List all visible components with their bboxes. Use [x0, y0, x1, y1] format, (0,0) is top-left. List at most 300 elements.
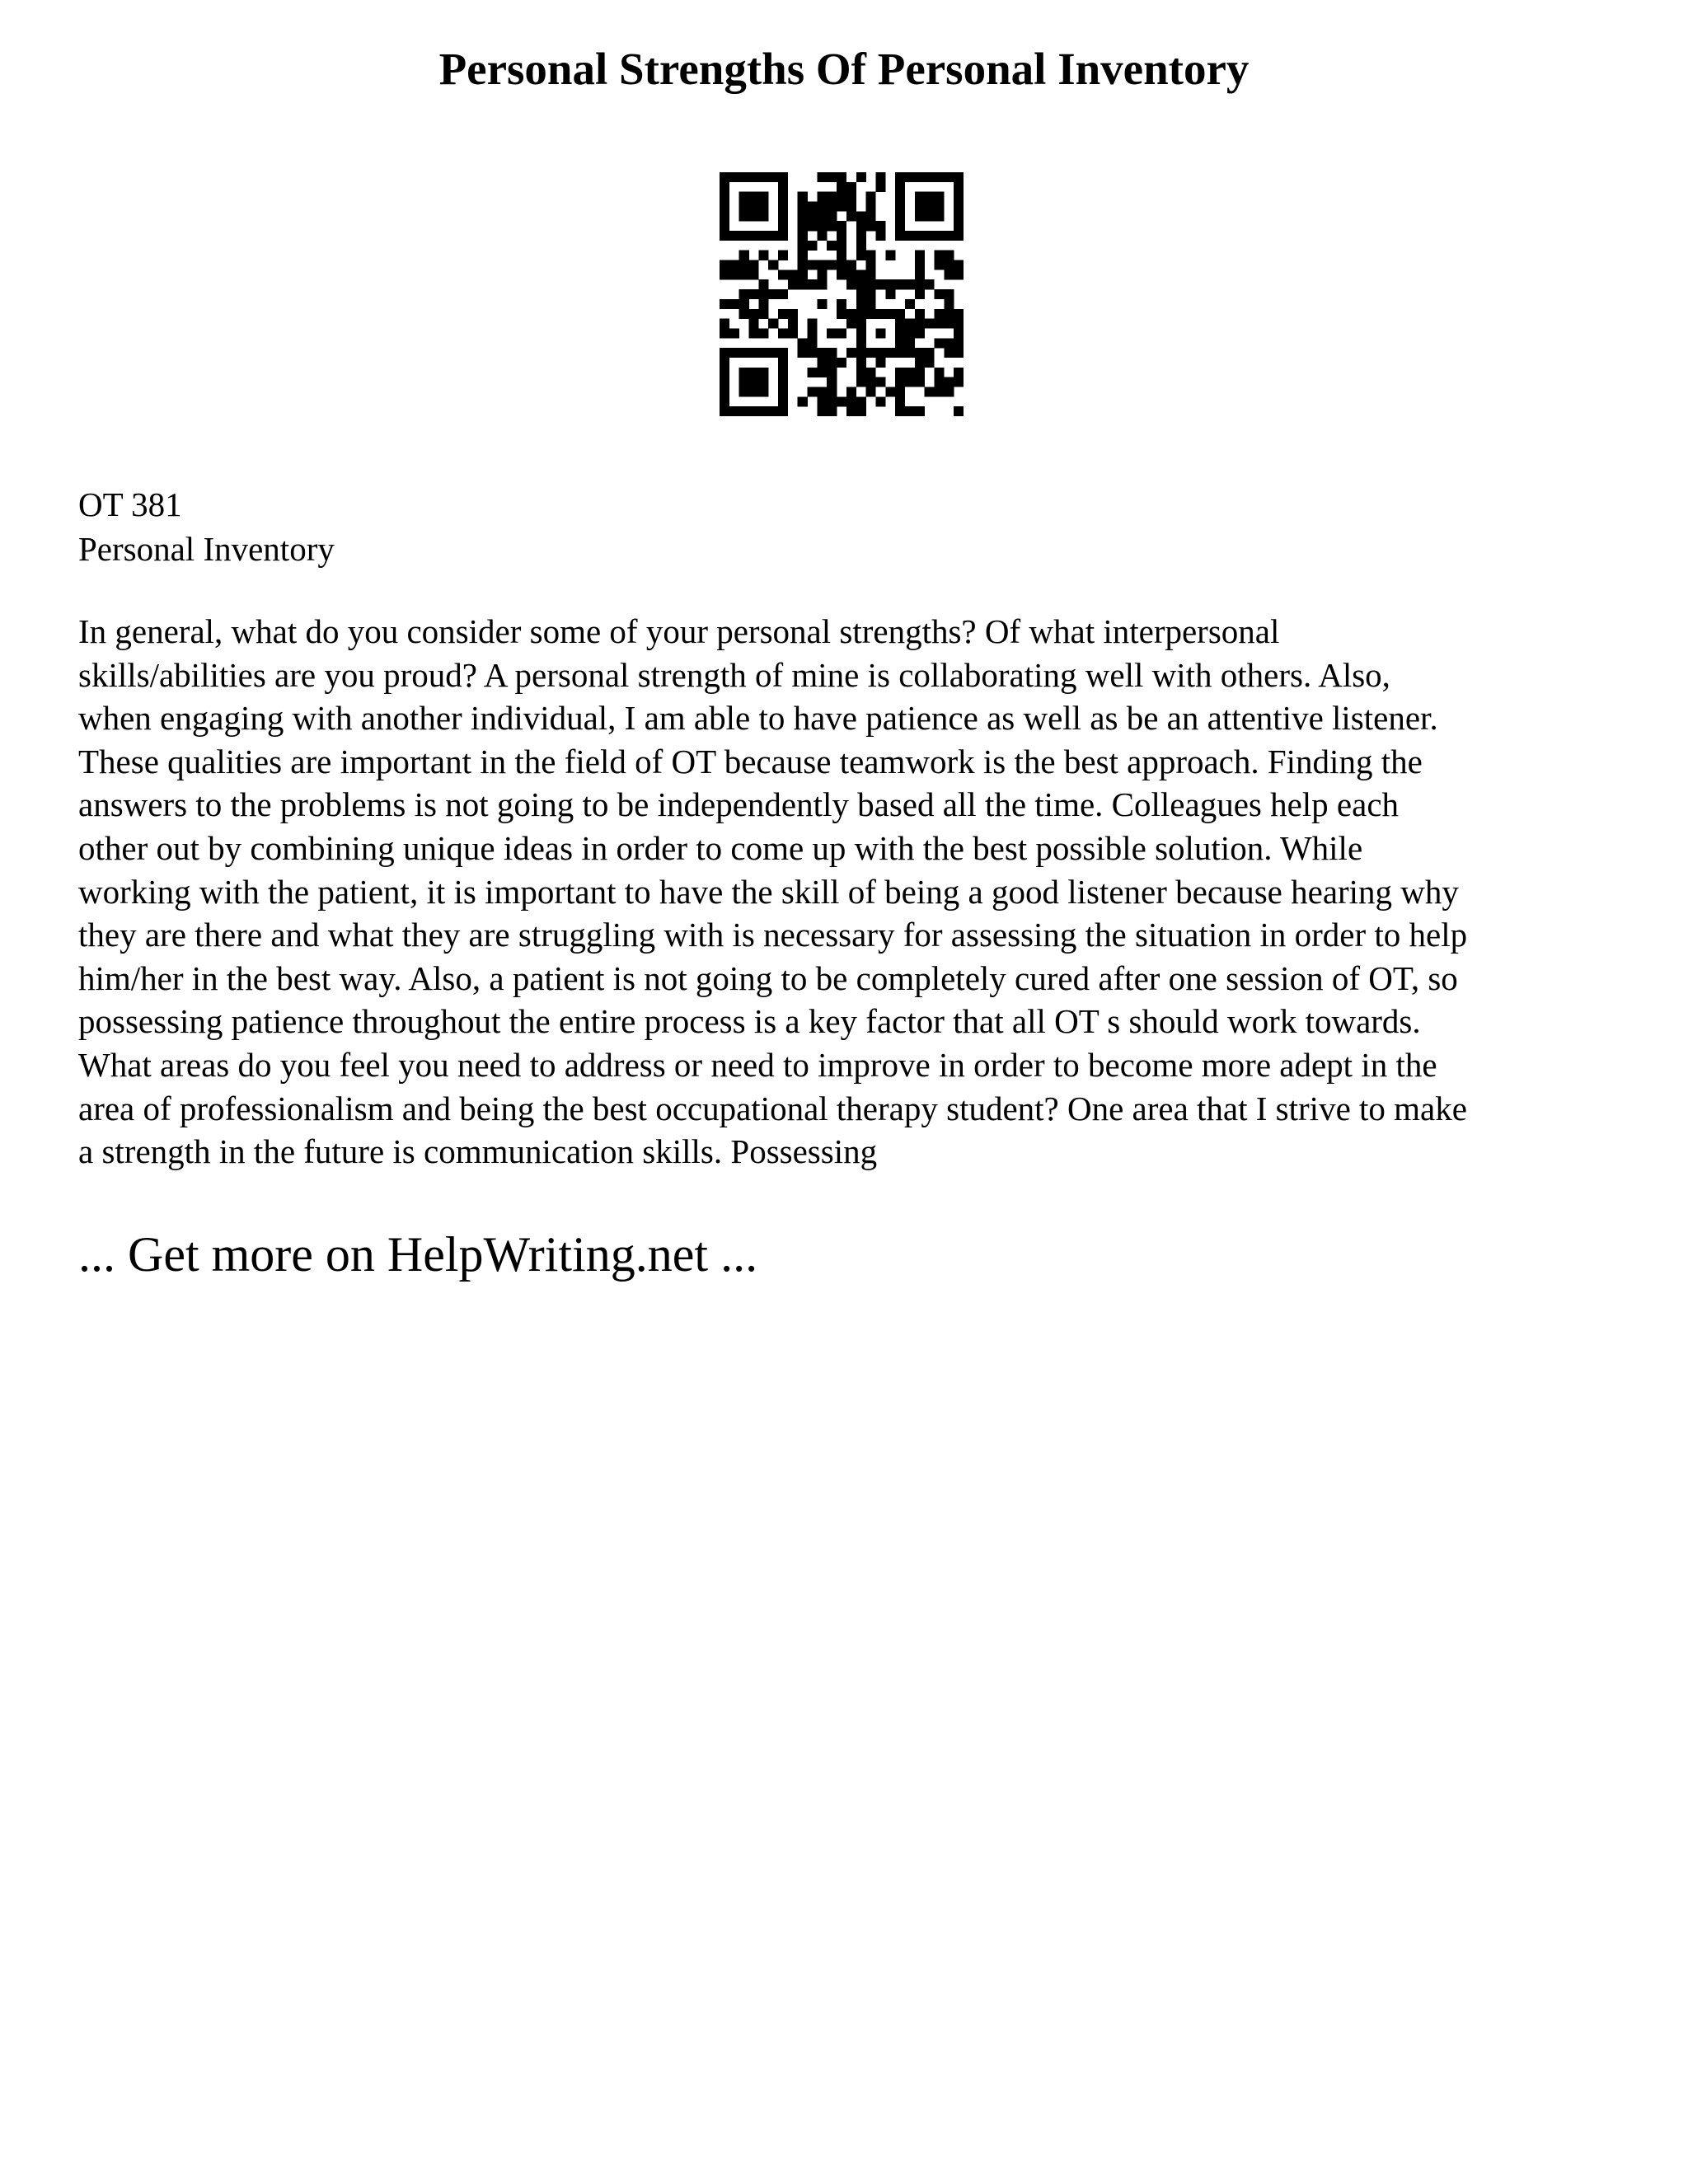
qr-module: [817, 368, 827, 377]
qr-module: [788, 328, 798, 338]
qr-module: [758, 406, 768, 416]
qr-module: [827, 406, 837, 416]
qr-module: [856, 368, 866, 377]
qr-module: [837, 396, 846, 406]
qr-module: [905, 279, 915, 289]
qr-module: [788, 279, 798, 289]
qr-module: [729, 269, 739, 279]
qr-module: [856, 211, 866, 221]
qr-module: [798, 260, 808, 270]
qr-module: [788, 309, 798, 319]
qr-module: [846, 202, 856, 212]
qr-module: [866, 221, 876, 231]
qr-module: [895, 348, 905, 358]
qr-module: [739, 172, 749, 182]
qr-module: [915, 319, 925, 329]
qr-module: [758, 251, 768, 260]
qr-module: [954, 202, 964, 212]
qr-module: [954, 172, 964, 182]
qr-module: [905, 299, 915, 309]
qr-module: [895, 396, 905, 406]
qr-module: [944, 269, 954, 279]
qr-module: [934, 231, 944, 241]
qr-module: [739, 202, 749, 212]
qr-module: [856, 241, 866, 251]
qr-module: [758, 279, 768, 289]
document-subtitle: Personal Inventory: [78, 530, 335, 568]
qr-module: [778, 406, 788, 416]
qr-module: [768, 172, 778, 182]
qr-module: [944, 377, 954, 387]
qr-module: [944, 348, 954, 358]
qr-module: [778, 269, 788, 279]
qr-module: [895, 406, 905, 416]
qr-module: [720, 260, 729, 270]
qr-module: [749, 289, 759, 299]
qr-module: [856, 289, 866, 299]
qr-module: [827, 221, 837, 231]
qr-module: [798, 251, 808, 260]
qr-module: [866, 309, 876, 319]
qr-module: [749, 377, 759, 387]
qr-module: [856, 338, 866, 348]
qr-module: [798, 192, 808, 202]
qr-module: [856, 309, 866, 319]
qr-module: [954, 406, 964, 416]
qr-module: [778, 211, 788, 221]
qr-module: [846, 279, 856, 289]
qr-module: [720, 269, 729, 279]
qr-module: [944, 260, 954, 270]
qr-module: [720, 231, 729, 241]
qr-module: [817, 387, 827, 396]
qr-module: [749, 269, 759, 279]
qr-module: [944, 338, 954, 348]
qr-module: [915, 309, 925, 319]
qr-module: [905, 172, 915, 182]
qr-module: [856, 251, 866, 260]
qr-module: [934, 260, 944, 270]
qr-module: [768, 231, 778, 241]
qr-module: [817, 358, 827, 368]
qr-module: [954, 221, 964, 231]
qr-module: [817, 192, 827, 202]
course-code: OT 381: [78, 485, 182, 523]
qr-module: [925, 348, 935, 358]
qr-module: [739, 406, 749, 416]
qr-module: [866, 279, 876, 289]
qr-module: [798, 269, 808, 279]
qr-module: [758, 328, 768, 338]
qr-module: [798, 241, 808, 251]
qr-module: [954, 319, 964, 329]
qr-module: [778, 192, 788, 202]
qr-module: [875, 358, 885, 368]
qr-module: [778, 368, 788, 377]
qr-module: [749, 211, 759, 221]
qr-module: [934, 211, 944, 221]
qr-module: [875, 328, 885, 338]
qr-module: [817, 202, 827, 212]
qr-module: [739, 368, 749, 377]
qr-module: [827, 260, 837, 270]
qr-module: [954, 328, 964, 338]
qr-module: [895, 221, 905, 231]
qr-module: [837, 309, 846, 319]
qr-module: [817, 279, 827, 289]
qr-module: [827, 202, 837, 212]
qr-module: [875, 182, 885, 192]
qr-module: [915, 368, 925, 377]
qr-module: [934, 377, 944, 387]
qr-module: [749, 319, 759, 329]
qr-module: [954, 260, 964, 270]
essay-line: These qualities are important in the field of OT because teamwork is the best approach. Finding the: [78, 742, 1423, 780]
qr-module: [866, 299, 876, 309]
qr-module: [944, 231, 954, 241]
qr-module: [837, 260, 846, 270]
qr-module: [875, 348, 885, 358]
qr-module: [905, 406, 915, 416]
qr-module: [925, 279, 935, 289]
qr-module: [827, 192, 837, 202]
qr-module: [788, 319, 798, 329]
qr-module: [778, 289, 788, 299]
qr-module: [758, 211, 768, 221]
qr-module: [925, 358, 935, 368]
page-title: Personal Strengths Of Personal Inventory: [438, 44, 1250, 94]
qr-module: [720, 368, 729, 377]
qr-module: [915, 231, 925, 241]
qr-module: [827, 211, 837, 221]
qr-module: [944, 309, 954, 319]
qr-module: [720, 299, 729, 309]
qr-module: [827, 387, 837, 396]
qr-module: [846, 348, 856, 358]
qr-module: [768, 260, 778, 270]
qr-module: [720, 377, 729, 387]
qr-module: [778, 348, 788, 358]
essay-line: In general, what do you consider some of your personal strengths? Of what interpersonal: [78, 612, 1280, 650]
qr-module: [866, 251, 876, 260]
qr-module: [798, 396, 808, 406]
qr-module: [739, 231, 749, 241]
qr-module: [856, 221, 866, 231]
essay-line: they are there and what they are struggling with is necessary for assessing the situation in order to help: [78, 916, 1468, 954]
qr-module: [817, 269, 827, 279]
qr-module: [875, 309, 885, 319]
qr-module: [827, 368, 837, 377]
qr-module: [768, 289, 778, 299]
qr-module: [905, 348, 915, 358]
qr-module: [798, 348, 808, 358]
qr-module: [954, 182, 964, 192]
qr-module: [934, 289, 944, 299]
qr-module: [866, 211, 876, 221]
qr-module: [739, 269, 749, 279]
qr-module: [846, 260, 856, 270]
qr-module: [778, 251, 788, 260]
qr-module: [817, 299, 827, 309]
qr-module: [915, 202, 925, 212]
qr-module: [720, 202, 729, 212]
qr-module: [817, 221, 827, 231]
qr-module: [925, 387, 935, 396]
get-more-link[interactable]: ... Get more on HelpWriting.net ...: [78, 1227, 758, 1282]
essay-line: other out by combining unique ideas in order to come up with the best possible solution. While: [78, 828, 1363, 867]
qr-module: [915, 358, 925, 368]
qr-module: [915, 289, 925, 299]
qr-module: [798, 221, 808, 231]
qr-module: [895, 172, 905, 182]
qr-module: [739, 299, 749, 309]
qr-module: [749, 231, 759, 241]
qr-module: [749, 406, 759, 416]
qr-module: [866, 202, 876, 212]
essay-line: him/her in the best way. Also, a patient is not going to be completely cured after one session of OT, so: [78, 958, 1458, 997]
qr-module: [729, 328, 739, 338]
qr-module: [758, 202, 768, 212]
qr-module: [817, 348, 827, 358]
qr-module: [827, 328, 837, 338]
qr-module: [778, 377, 788, 387]
qr-module: [856, 358, 866, 368]
qr-module: [778, 202, 788, 212]
qr-module: [808, 221, 818, 231]
qr-module: [895, 319, 905, 329]
qr-module: [905, 319, 915, 329]
qr-module: [778, 221, 788, 231]
qr-module: [954, 231, 964, 241]
qr-module: [729, 299, 739, 309]
qr-module: [808, 387, 818, 396]
qr-module: [720, 221, 729, 231]
qr-module: [866, 192, 876, 202]
qr-module: [778, 387, 788, 396]
qr-module: [875, 172, 885, 182]
qr-module: [954, 269, 964, 279]
qr-module: [808, 348, 818, 358]
qr-module: [934, 172, 944, 182]
qr-module: [925, 211, 935, 221]
qr-module: [837, 299, 846, 309]
qr-module: [739, 289, 749, 299]
essay-line: area of professionalism and being the best occupational therapy student? One area that I strive to make: [78, 1089, 1467, 1127]
qr-module: [846, 319, 856, 329]
qr-module: [808, 241, 818, 251]
qr-module: [866, 289, 876, 299]
qr-module: [720, 406, 729, 416]
essay-line: possessing patience throughout the entire process is a key factor that all OT s should work towards.: [78, 1002, 1421, 1041]
qr-module: [808, 319, 818, 329]
qr-module: [768, 348, 778, 358]
qr-module: [915, 269, 925, 279]
qr-module: [720, 328, 729, 338]
qr-module: [758, 377, 768, 387]
qr-module: [905, 231, 915, 241]
qr-module: [944, 387, 954, 396]
qr-module: [895, 368, 905, 377]
qr-module: [866, 348, 876, 358]
qr-module: [720, 211, 729, 221]
qr-module: [758, 289, 768, 299]
qr-module: [817, 231, 827, 241]
qr-module: [856, 396, 866, 406]
qr-module: [915, 406, 925, 416]
qr-module: [808, 328, 818, 338]
qr-module: [905, 328, 915, 338]
qr-module: [758, 387, 768, 396]
qr-module: [758, 368, 768, 377]
qr-module: [749, 387, 759, 396]
qr-module: [837, 269, 846, 279]
qr-module: [875, 221, 885, 231]
qr-module: [729, 406, 739, 416]
qr-module: [875, 377, 885, 387]
document-header: [78, 482, 335, 571]
qr-module: [778, 172, 788, 182]
qr-module: [934, 387, 944, 396]
qr-module: [915, 377, 925, 387]
qr-module: [837, 241, 846, 251]
qr-module: [856, 299, 866, 309]
qr-module: [720, 319, 729, 329]
qr-module: [915, 192, 925, 202]
qr-module: [885, 348, 895, 358]
qr-module: [827, 172, 837, 182]
qr-module: [720, 396, 729, 406]
qr-module: [808, 338, 818, 348]
qr-module: [934, 309, 944, 319]
qr-module: [778, 358, 788, 368]
qr-module: [720, 348, 729, 358]
qr-module: [808, 260, 818, 270]
qr-module: [856, 279, 866, 289]
qr-module: [817, 260, 827, 270]
qr-module: [944, 319, 954, 329]
qr-module: [837, 231, 846, 241]
qr-module: [895, 202, 905, 212]
qr-module: [856, 377, 866, 387]
qr-module: [905, 368, 915, 377]
qr-module: [720, 182, 729, 192]
qr-module: [739, 260, 749, 270]
qr-module: [915, 348, 925, 358]
qr-module: [798, 279, 808, 289]
essay-line: answers to the problems is not going to be independently based all the time. Colleagues help each: [78, 785, 1400, 824]
qr-module: [954, 211, 964, 221]
qr-module: [944, 251, 954, 260]
qr-module: [837, 172, 846, 182]
qr-module: [954, 338, 964, 348]
qr-module: [915, 279, 925, 289]
qr-module: [954, 377, 964, 387]
qr-module: [866, 377, 876, 387]
qr-module: [817, 211, 827, 221]
qr-module: [925, 202, 935, 212]
qr-module: [895, 182, 905, 192]
qr-module: [875, 231, 885, 241]
qr-module: [788, 269, 798, 279]
essay-body: [78, 610, 1628, 1174]
qr-module: [885, 279, 895, 289]
qr-module: [837, 221, 846, 231]
essay-line: working with the patient, it is important to have the skill of being a good listener because hearing why: [78, 872, 1459, 911]
qr-module: [885, 387, 895, 396]
qr-module: [837, 328, 846, 338]
qr-module: [866, 269, 876, 279]
qr-module: [739, 192, 749, 202]
qr-module: [954, 368, 964, 377]
qr-module: [739, 251, 749, 260]
qr-module: [749, 309, 759, 319]
qr-module: [915, 328, 925, 338]
qr-module: [905, 377, 915, 387]
qr-module: [944, 299, 954, 309]
qr-module: [895, 387, 905, 396]
qr-module: [837, 251, 846, 260]
qr-module: [798, 211, 808, 221]
qr-module: [758, 172, 768, 182]
qr-module: [934, 338, 944, 348]
qr-module: [934, 319, 944, 329]
qr-module: [827, 358, 837, 368]
qr-module: [758, 231, 768, 241]
qr-module: [778, 309, 788, 319]
qr-module: [934, 251, 944, 260]
qr-module: [925, 172, 935, 182]
qr-module: [827, 241, 837, 251]
qr-module: [749, 260, 759, 270]
qr-module: [778, 182, 788, 192]
qr-module: [778, 231, 788, 241]
qr-module: [739, 348, 749, 358]
qr-module: [768, 406, 778, 416]
qr-module: [798, 231, 808, 241]
qr-module: [758, 299, 768, 309]
qr-module: [915, 211, 925, 221]
qr-module: [915, 172, 925, 182]
qr-module: [856, 328, 866, 338]
qr-module: [895, 279, 905, 289]
qr-module: [944, 172, 954, 182]
qr-module: [749, 368, 759, 377]
qr-module: [895, 328, 905, 338]
qr-module: [817, 396, 827, 406]
qr-module: [817, 172, 827, 182]
qr-module: [749, 328, 759, 338]
qr-module: [720, 387, 729, 396]
qr-module: [827, 348, 837, 358]
qr-module: [856, 406, 866, 416]
qr-module: [925, 231, 935, 241]
qr-module: [944, 289, 954, 299]
qr-module: [729, 260, 739, 270]
qr-module: [954, 192, 964, 202]
qr-module: [846, 192, 856, 202]
qr-module: [827, 377, 837, 387]
qr-module: [846, 182, 856, 192]
essay-line: skills/abilities are you proud? A personal strength of mine is collaborating well with others. Also,: [78, 655, 1390, 694]
qr-module: [837, 202, 846, 212]
qr-module: [778, 328, 788, 338]
qr-module: [934, 368, 944, 377]
qr-module: [837, 182, 846, 192]
qr-module: [798, 338, 808, 348]
qr-module: [846, 309, 856, 319]
qr-module: [895, 338, 905, 348]
qr-module: [749, 202, 759, 212]
